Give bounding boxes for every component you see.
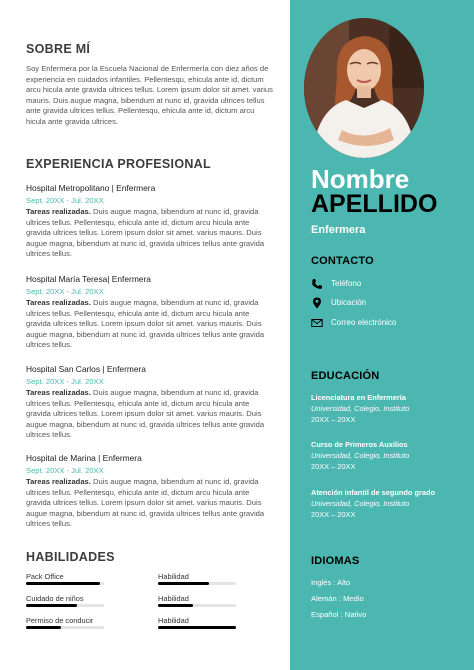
about-text: Soy Enfermera por la Escuela Nacional de Enfermería con diez años de experiencia en cuidados infantiles. Pellentesqu, ehicula ante id, dictum arcu hicula ante gravida ultrices tellus. Lorem ipsum dolor sit amet. varius mauris. Duis augue magna, bibendum at nunc id, gravida ultrices tellus ante gravida ultrices tellus. Pellentesqu, ehicula ante id, dictum arcu hicula ante gravida ultrices. <box>26 64 273 126</box>
job-lead: Tareas realizadas. <box>26 298 91 307</box>
education-institution: Universidad, Colegio, Instituto <box>311 499 410 508</box>
contact-location-label: Ubicación <box>331 297 367 307</box>
skills-heading: HABILIDADES <box>26 550 115 564</box>
job-date: Sept. 20XX - Jul. 20XX <box>26 466 104 475</box>
skill-bar <box>26 582 104 585</box>
skill-bar <box>158 604 236 607</box>
education-title: Curso de Primeros Auxilios <box>311 440 408 449</box>
skill-label: Cuidado de niños <box>26 594 84 603</box>
job-title: Hospital Metropolitano | Enfermera <box>26 183 156 193</box>
skill-bar <box>26 626 104 629</box>
job-text: Duis augue magna, bibendum at nunc id, gravida ultrices tellus. Pellentesqu, ehicula ante id, dictum arcu hicula ante gravida ultrices tellus. Lorem ipsum dolor sit amet. varius mauris. Duis augue magna, bibendum at nunc id, gravida ultrices tellus ante gravida ultrices tellus. <box>26 207 265 259</box>
job-description <box>26 207 276 260</box>
skill-label: Pack Office <box>26 572 64 581</box>
job-text: Duis augue magna, bibendum at nunc id, gravida ultrices tellus. Pellentesqu, ehicula ante id, dictum arcu hicula ante gravida ultrices tellus. Lorem ipsum dolor sit amet. varius mauris. Duis augue magna, bibendum at nunc id, gravida ultrices tellus ante gravida ultrices tellus. <box>26 477 265 529</box>
phone-icon <box>311 277 323 289</box>
contact-phone <box>311 276 361 290</box>
skill-bar <box>158 626 236 629</box>
job-role: Enfermera <box>311 224 366 236</box>
skill-bar-fill <box>158 626 236 629</box>
skill-bar <box>158 582 236 585</box>
profile-photo <box>304 18 424 158</box>
education-date: 20XX – 20XX <box>311 415 356 424</box>
skill-bar <box>26 604 104 607</box>
contact-email <box>311 315 396 329</box>
job-text: Duis augue magna, bibendum at nunc id, gravida ultrices tellus. Pellentesqu, ehicula ante id, dictum arcu hicula ante gravida ultrices tellus. Lorem ipsum dolor sit amet. varius mauris. Duis augue magna, bibendum at nunc id, gravida ultrices tellus ante gravida ultrices tellus. <box>26 388 265 440</box>
language-item: Alemán : Medio <box>311 594 364 603</box>
education-title: Licenciatura en Enfermería <box>311 393 406 402</box>
job-lead: Tareas realizadas. <box>26 388 91 397</box>
education-institution: Universidad, Colegio, Instituto <box>311 451 410 460</box>
job-title: Hospital de Marina | Enfermera <box>26 453 142 463</box>
skill-label: Habilidad <box>158 572 189 581</box>
skill-label: Habilidad <box>158 616 189 625</box>
contact-heading: CONTACTO <box>311 255 374 267</box>
language-item: Español : Nativo <box>311 610 367 619</box>
last-name: APELLIDO <box>311 190 438 218</box>
skill-bar-fill <box>26 604 77 607</box>
education-institution: Universidad, Colegio, Instituto <box>311 404 410 413</box>
job-lead: Tareas realizadas. <box>26 477 91 486</box>
contact-email-label: Correo electrónico <box>331 317 397 327</box>
contact-phone-label: Teléfono <box>331 278 362 288</box>
job-description <box>26 298 276 351</box>
job-description <box>26 477 276 530</box>
skill-bar-fill <box>158 582 209 585</box>
experience-heading: EXPERIENCIA PROFESIONAL <box>26 157 211 171</box>
job-title: Hospital San Carlos | Enfermera <box>26 364 146 374</box>
education-heading: EDUCACIÓN <box>311 370 380 382</box>
education-date: 20XX – 20XX <box>311 462 356 471</box>
skill-label: Habilidad <box>158 594 189 603</box>
education-date: 20XX – 20XX <box>311 510 356 519</box>
job-description <box>26 388 276 441</box>
location-pin-icon <box>311 296 323 308</box>
skill-bar-fill <box>26 582 100 585</box>
contact-location <box>311 295 366 309</box>
language-item: Inglés : Alto <box>311 578 351 587</box>
job-date: Sept. 20XX - Jul. 20XX <box>26 287 104 296</box>
skill-bar-fill <box>26 626 61 629</box>
skill-bar-fill <box>158 604 193 607</box>
job-text: Duis augue magna, bibendum at nunc id, gravida ultrices tellus. Pellentesqu, ehicula ante id, dictum arcu hicula ante gravida ultrices tellus. Lorem ipsum dolor sit amet. varius mauris. Duis augue magna, bibendum at nunc id, gravida ultrices tellus ante gravida ultrices tellus. <box>26 298 265 350</box>
about-heading: SOBRE MÍ <box>26 42 91 56</box>
first-name: Nombre <box>311 164 410 194</box>
languages-heading: IDIOMAS <box>311 555 360 567</box>
job-date: Sept. 20XX - Jul. 20XX <box>26 377 104 386</box>
job-date: Sept. 20XX - Jul. 20XX <box>26 196 104 205</box>
envelope-icon <box>311 316 323 328</box>
job-lead: Tareas realizadas. <box>26 207 91 216</box>
skill-label: Permiso de conducir <box>26 616 94 625</box>
job-title: Hospital María Teresa| Enfermera <box>26 274 151 284</box>
profile-photo-illustration <box>304 18 424 158</box>
education-title: Atención infantil de segundo grado <box>311 488 435 497</box>
